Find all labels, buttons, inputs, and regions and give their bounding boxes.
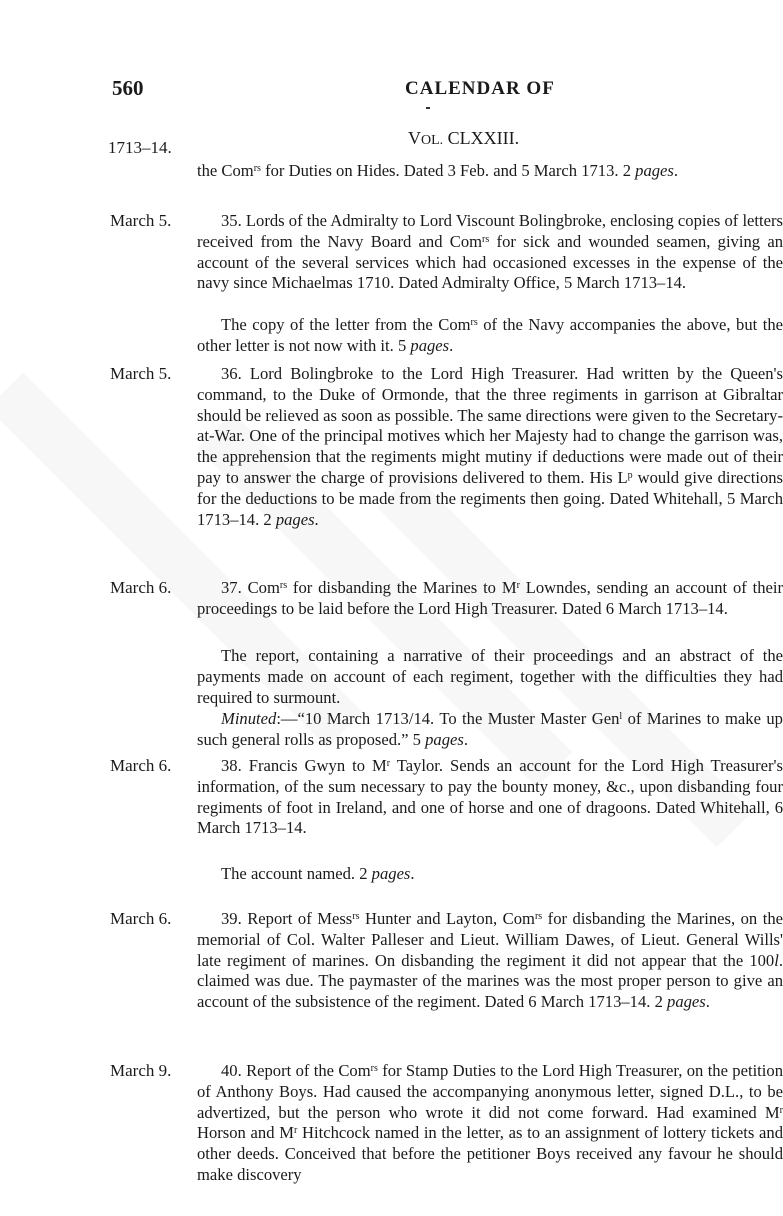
entry-paragraph: 37. Com$^{rs}$ for disbanding the Marines to $M^r$ Lowndes, sending an account of their proceedings to be laid before the Lord High Treasurer. Dated 6 March 1713–14. [197, 578, 783, 618]
entry-date: March 5. [110, 211, 172, 230]
entry-paragraph: 35. Lords of the Admiralty to Lord Viscount Bolingbroke, enclosing copies of letters received from the Navy Board and Com$^{rs}$ for sick and wounded seamen, giving an account of the several services which had occasioned excesses in the expense of the navy since Michaelmas 1710. Dated Admiralty Office, 5 March 1713–14. [197, 211, 783, 293]
entry-minute: Minuted:—“10 March 1713/14. To the Muster Master Gen$^l$ of Marines to make up such general rolls as proposed.” 5 pages. [197, 709, 783, 749]
entry-paragraph: 36. Lord Bolingbroke to the Lord High Treasurer. Had written by the Queen's command, to the Duke of Ormonde, that the three regiments in garrison at Gibraltar should be relieved as soon as possible. The same directions were given to the Secretary-at-War. One of the principal motives which her Majesty had to change the garrison was, the apprehension that the regiments might mutiny if deductions were made out of their pay to answer the charge of provisions delivered to them. His $L^p$ would give directions for the deductions to be made from the regiments then going. Dated Whitehall, 5 March 1713–14. 2 pages. [197, 364, 783, 529]
running-title: CALENDAR OF [405, 78, 555, 99]
entry-paragraph: 39. Report of Mess$^{rs}$ Hunter and Layton, Com$^{rs}$ for disbanding the Marines, on the memorial of Col. Walter Palleser and Lieut. William Dawes, of Lieut. General Wills' late regiment of marines. On disbanding the regiment it did not appear that the 100l. claimed was due. The paymaster of the marines was the most proper person to give an account of the subsistence of the regiment. Dated 6 March 1713–14. 2 pages. [197, 909, 783, 1012]
volume-label: VOL. CLXXIII. [408, 128, 520, 148]
entry-date: March 5. [110, 364, 172, 383]
entry-date: March 6. [110, 578, 172, 597]
entry-paragraph: The account named. 2 pages. [221, 864, 415, 883]
entry-paragraph: The report, containing a narrative of their proceedings and an abstract of the payments made on account of each regiment, together with the difficulties they had required to surmount. [197, 646, 783, 707]
entry-date: March 6. [110, 909, 172, 928]
entry-paragraph: 40. Report of the Com$^{rs}$ for Stamp Duties to the Lord High Treasurer, on the petition of Anthony Boys. Had caused the accompanying anonymous letter, signed D.L., to be advertized, but the person who wrote it did not come forward. Had examined $M^r$ Horson and $M^r$ Hitchcock named in the letter, as to an assignment of lottery tickets and other deeds. Conceived that before the petitioner Boys received any favour he should make discovery [197, 1061, 783, 1184]
entry-paragraph: the Com$^{rs}$ for Duties on Hides. Dated 3 Feb. and 5 March 1713. 2 pages. [197, 161, 679, 180]
entry-date: March 9. [110, 1061, 172, 1080]
entry-paragraph: 38. Francis Gwyn to $M^r$ Taylor. Sends an account for the Lord High Treasurer's information, of the sum necessary to pay the bounty money, &c., upon disbanding four regiments of foot in Ireland, and one of horse and one of dragoons. Dated Whitehall, 6 March 1713–14. [197, 756, 783, 838]
entry-date: March 6. [110, 756, 172, 775]
entry-paragraph: The copy of the letter from the Com$^{rs}$ of the Navy accompanies the above, but the other letter is not now with it. 5 pages. [197, 315, 783, 355]
page-number: 560 [112, 76, 144, 100]
header-ornament [426, 107, 430, 109]
year-label: 1713–14. [108, 138, 172, 157]
